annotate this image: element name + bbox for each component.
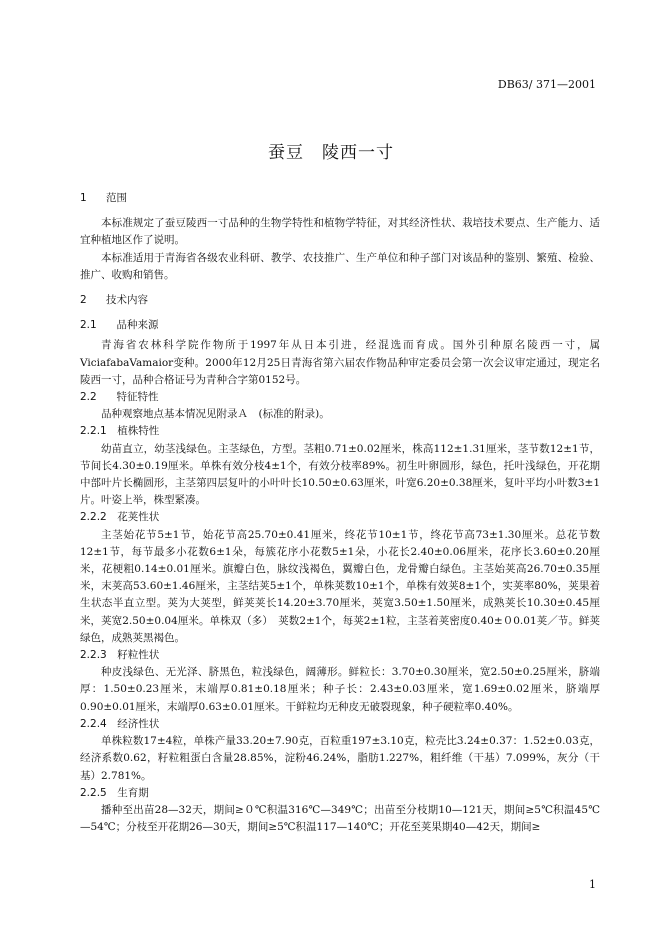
paragraph: 本标准规定了蚕豆陵西一寸品种的生物学特性和植物学特征，对其经济性状、栽培技术要点、生产能力、适宜种植地区作了说明。 <box>80 217 600 247</box>
paragraph: 品种观察地点基本情况见附录Ａ (标准的附录)。 <box>101 408 330 421</box>
paragraph: 种皮浅绿色、无光泽、脐黑色，粒浅绿色，阔薄形。鲜粒长：3.70±0.30厘米，宽2.50±0.25厘米，脐端厚：1.50±0.23厘米，末端厚0.81±0.18厘米；种子长：2.43±0.03厘米，宽1.69±0.02厘米，脐端厚0.90±0.01厘米，末端厚0.63±0.01厘米。干鲜粒均无种皮无破裂现象，种子硬粒率0.40%。 <box>80 666 600 713</box>
section-2-2-heading <box>80 389 600 406</box>
paragraph: 播种至出苗28—32天，期间≥０℃积温316℃—349℃；出苗至分枝期10—121天，期间≥5℃积温45℃—54℃；分枝至开花期26—30天，期间≥5℃积温117—140℃；开花至荚果期40—42天，期间≥ <box>80 803 600 834</box>
section-2-2-1-heading <box>80 423 600 440</box>
section-2-2-4-heading <box>80 716 600 733</box>
section-number: 2.2.5 <box>80 786 107 799</box>
section-number: 1 <box>80 192 87 204</box>
document-title: 蚕豆 陵西一寸 <box>268 143 394 163</box>
section-title: 植株特性 <box>117 425 160 438</box>
document-body <box>80 190 600 836</box>
section-1-heading <box>80 190 600 207</box>
section-number: 2.2.2 <box>80 511 107 524</box>
section-2-heading <box>80 292 600 309</box>
paragraph: 本标准适用于青海省各级农业科研、教学、农技推广、生产单位和种子部门对该品种的鉴别、繁殖、检验、推广、收购和销售。 <box>80 251 600 281</box>
section-title: 经济性状 <box>117 717 160 730</box>
section-title: 技术内容 <box>106 294 148 307</box>
section-2-2-3-heading <box>80 647 600 664</box>
section-title: 生育期 <box>117 786 149 799</box>
paragraph: 单株粒数17±4粒，单株产量33.20±7.90克，百粒重197±3.10克，粒壳比3.24±0.37：1.52±0.03克，经济系数0.62，籽粒粗蛋白含量28.85%，淀粉46.24%，脂肪1.227%，粗纤维（干基）7.099%，灰分（干基）2.781%。 <box>80 735 600 782</box>
section-title: 特征特性 <box>116 391 159 404</box>
section-number: 2.2.3 <box>80 649 107 662</box>
section-title: 花荚性状 <box>117 511 160 524</box>
section-2-2-2-heading <box>80 509 600 526</box>
section-number: 2 <box>80 294 87 307</box>
paragraph: 幼苗直立，幼茎浅绿色。主茎绿色，方型。茎粗0.71±0.02厘米，株高112±1.31厘米，茎节数12±1节，节间长4.30±0.19厘米。单株有效分枝4±1个，有效分枝率89%。初生叶卵圆形，绿色，托叶浅绿色，开花期中部叶片长椭圆形，主茎第四层复叶的小叶叶长10.50±0.63厘米，叶宽6.20±0.38厘米，复叶平均小叶数3±1片。叶姿上举，株型紧凑。 <box>80 442 600 507</box>
paragraph: 青海省农林科学院作物所于1997年从日本引进，经混选而育成。国外引种原名陵西一寸，属ViciafabaVamaior变种。2000年12月25日青海省第六届农作物品种审定委员会第一次会议审定通过，现定名陵西一寸，品种合格证号为青种合字第0152号。 <box>80 339 600 386</box>
section-number: 2.2.1 <box>80 425 107 438</box>
section-title: 品种来源 <box>116 319 159 332</box>
section-2-2-5-heading <box>80 785 600 802</box>
section-title: 籽粒性状 <box>117 649 160 662</box>
paragraph: 主茎始花节5±1节，始花节高25.70±0.41厘米，终花节10±1节，终花节高73±1.30厘米。总花节数12±1节，每节最多小花数6±1朵，每簇花序小花数5±1朵，小花长2.40±0.06厘米，花序长3.60±0.20厘米，花梗粗0.14±0.01厘米。旗瓣白色，脉纹浅褐色，翼瓣白色，龙骨瓣白绿色。主茎始荚高26.70±0.35厘米，末荚高53.60±1.46厘米，主茎结荚5±1个，单株荚数10±1个，单株有效荚8±1个，实荚率80%，荚果着生状态半直立型。荚为大荚型，鲜荚荚长14.20±3.70厘米，荚宽3.50±1.50厘米，成熟荚长10.30±0.45厘米，荚宽2.50±0.04厘米。单株双（多） 荚数2±1个，每荚2±1粒，主茎着荚密度0.40±０0.01荚／节。鲜荚绿色，成熟荚黑褐色。 <box>80 528 600 644</box>
standard-code: DB63/ 371—2001 <box>497 78 596 91</box>
section-number: 2.2 <box>80 391 97 404</box>
section-number: 2.2.4 <box>80 717 107 730</box>
section-2-1-heading <box>80 317 600 334</box>
section-number: 2.1 <box>80 319 97 332</box>
section-title: 范围 <box>106 192 127 204</box>
page-number: 1 <box>589 878 596 891</box>
